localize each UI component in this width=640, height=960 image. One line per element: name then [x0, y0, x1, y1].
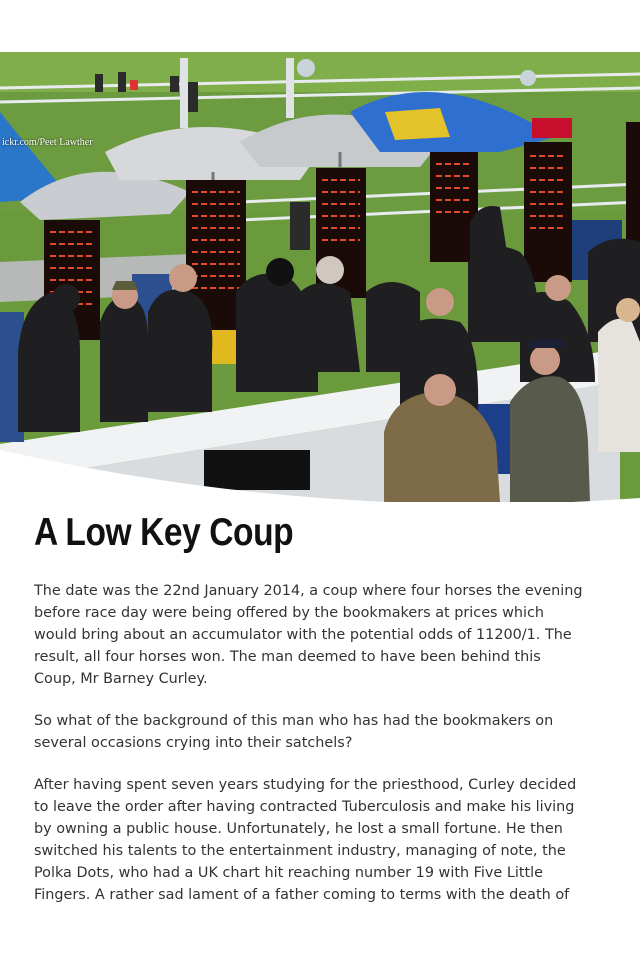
- paragraph-line: switched his talents to the entertainment industry, managing of note, the: [34, 843, 566, 859]
- paragraph-line: would bring about an accumulator with the potential odds of 11200/1. The: [34, 627, 572, 643]
- photo-credit: ickr.com/Peet Lawther: [2, 137, 93, 148]
- paragraph-line: to leave the order after having contracted Tuberculosis and make his living: [34, 799, 575, 815]
- article-paragraph-3: [34, 774, 614, 906]
- paragraph-line: Polka Dots, who had a UK chart hit reaching number 19 with Five Little: [34, 865, 543, 881]
- paragraph-line: So what of the background of this man who has had the bookmakers on: [34, 713, 554, 729]
- article-paragraph-1: [34, 580, 614, 690]
- paragraph-line: The date was the 22nd January 2014, a coup where four horses the evening: [34, 583, 583, 599]
- article-title: A Low Key Coup: [34, 511, 294, 554]
- hero-photo: [0, 52, 640, 502]
- article: [34, 508, 614, 906]
- paragraph-line: Coup, Mr Barney Curley.: [34, 671, 208, 687]
- article-paragraph-2: [34, 710, 614, 754]
- paragraph-line: Fingers. A rather sad lament of a father coming to terms with the death of: [34, 887, 570, 903]
- paragraph-line: After having spent seven years studying for the priesthood, Curley decided: [34, 777, 577, 793]
- paragraph-line: several occasions crying into their satchels?: [34, 735, 353, 751]
- top-margin: [0, 0, 640, 52]
- racecourse-bookmakers-illustration: [0, 52, 640, 502]
- paragraph-line: by owning a public house. Unfortunately, he lost a small fortune. He then: [34, 821, 563, 837]
- paragraph-line: result, all four horses won. The man deemed to have been behind this: [34, 649, 541, 665]
- paragraph-line: before race day were being offered by the bookmakers at prices which: [34, 605, 545, 621]
